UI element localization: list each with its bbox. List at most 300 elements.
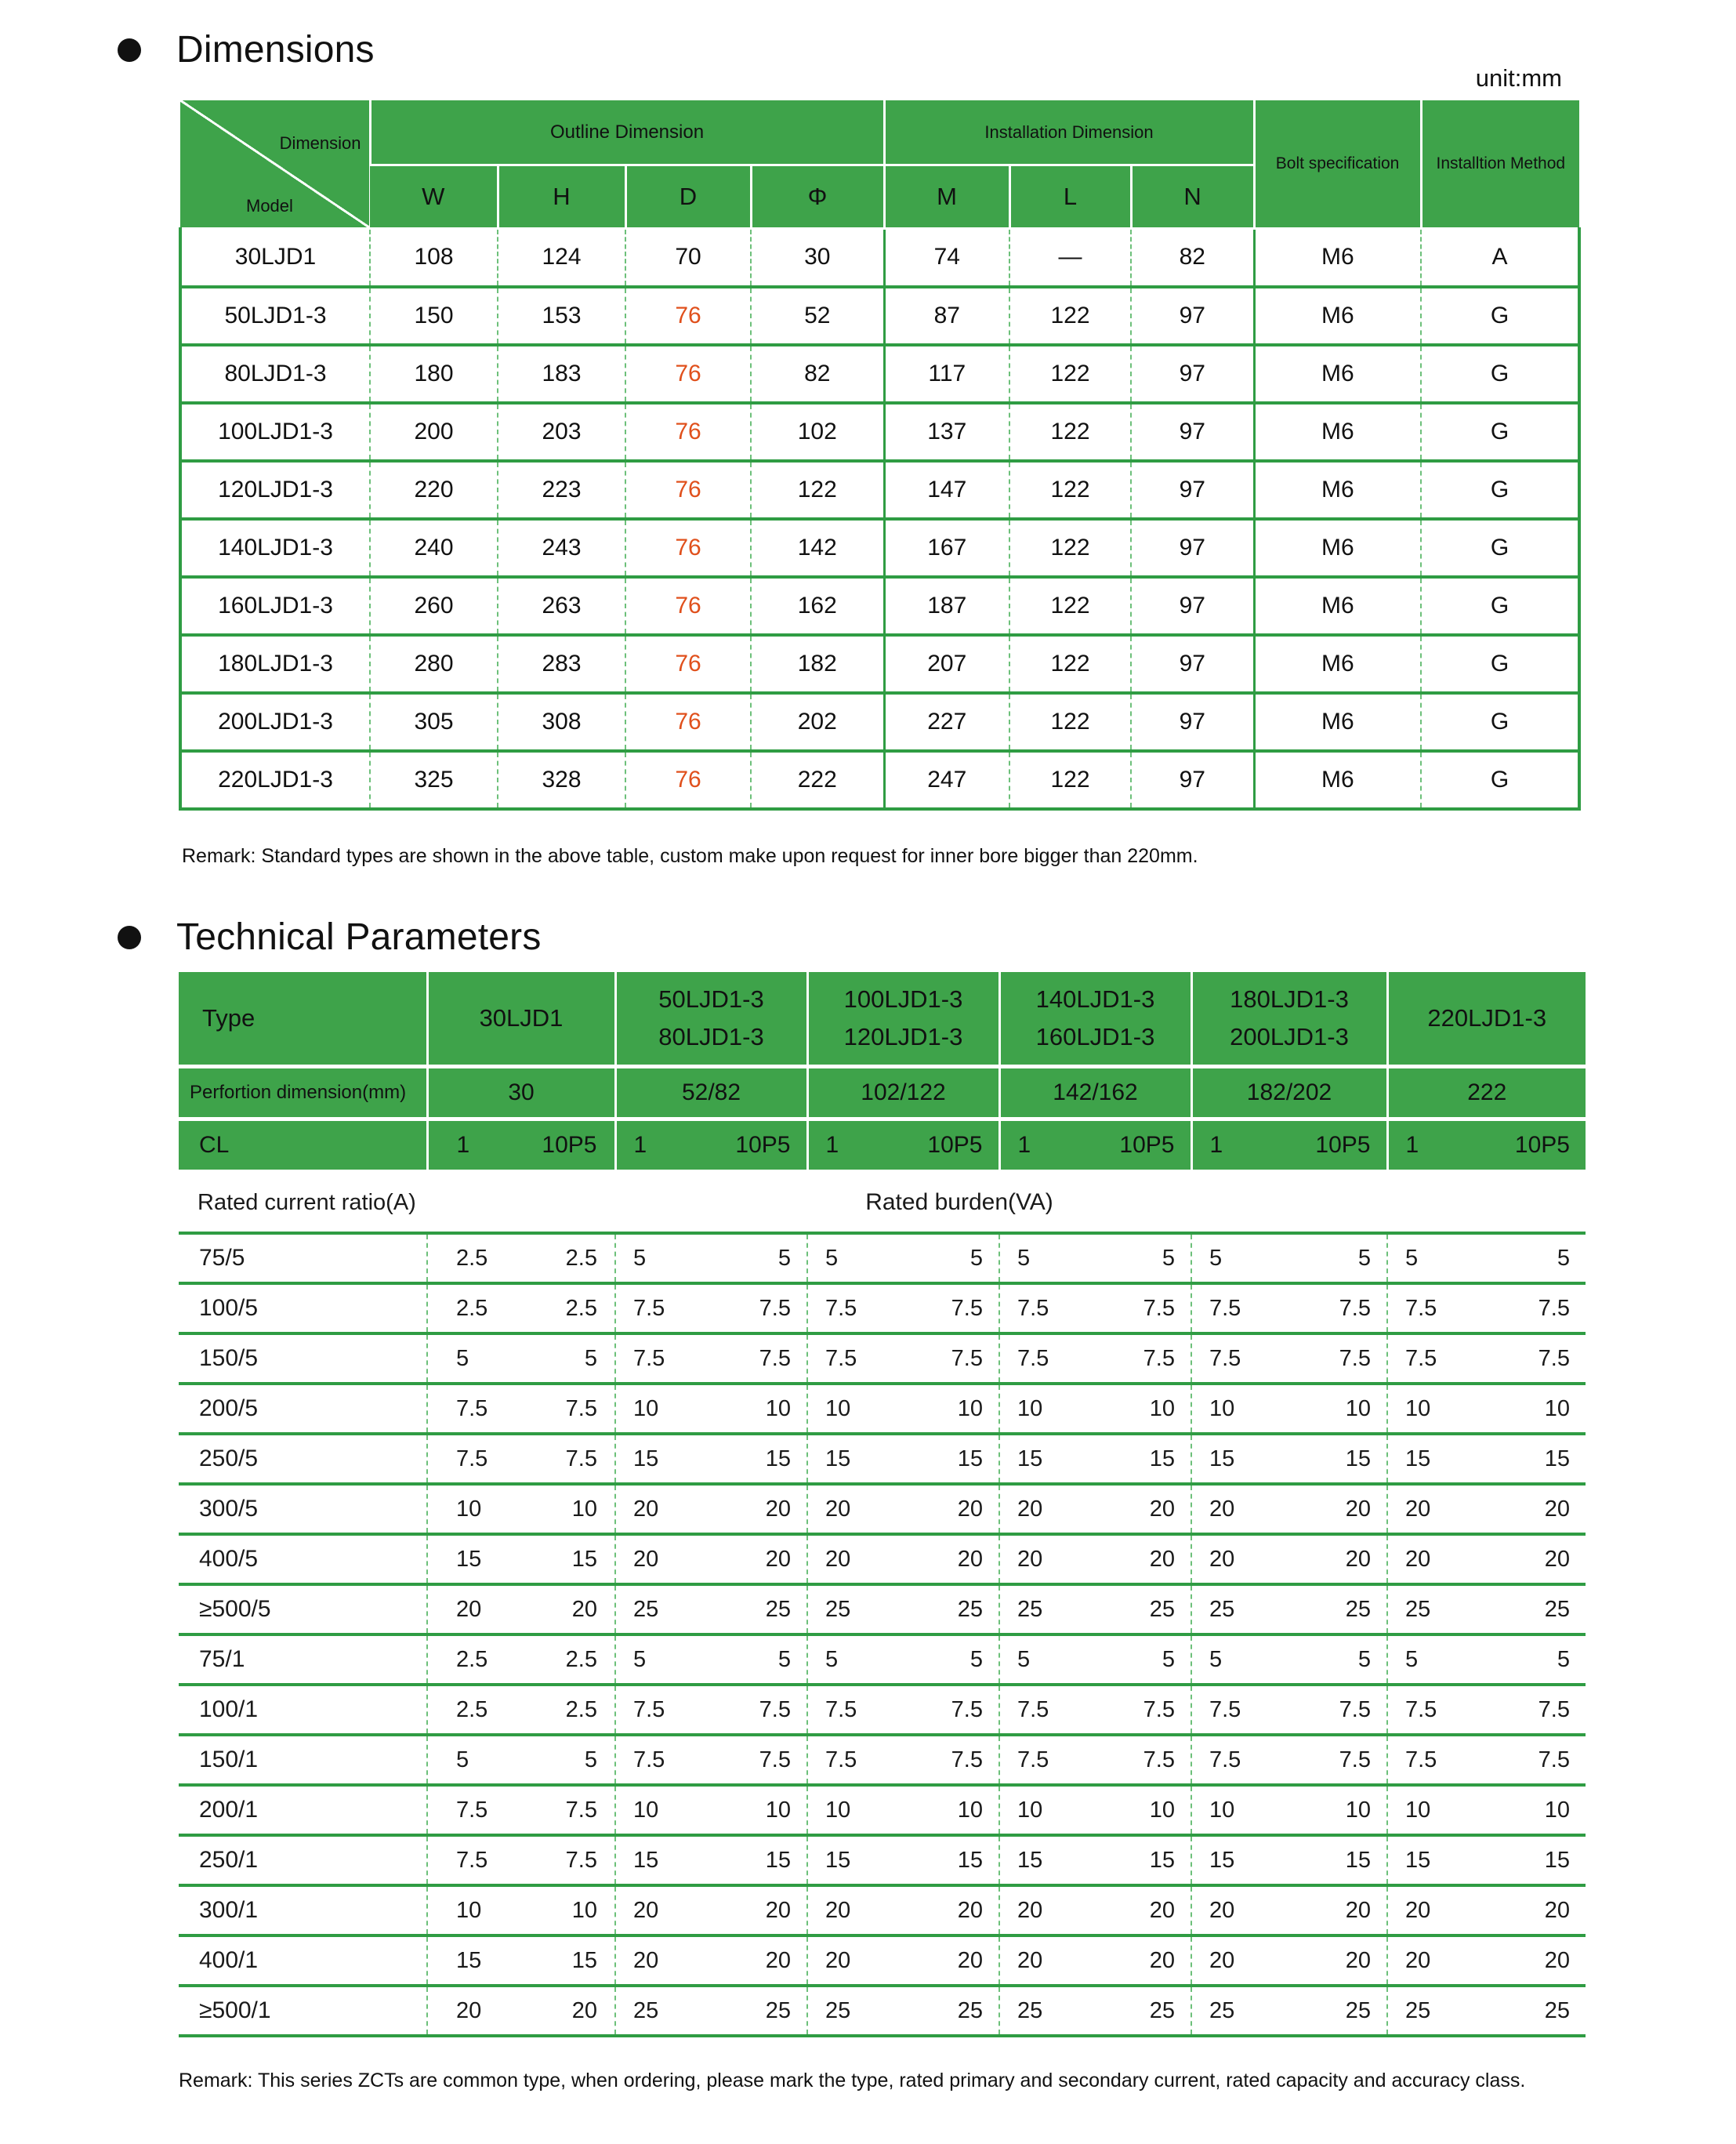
- burden-cell: [1387, 1935, 1586, 1986]
- burden-value-class1: 5: [456, 1747, 469, 1772]
- burden-value-class1: 20: [633, 1546, 659, 1572]
- burden-pair: [428, 1647, 614, 1673]
- burden-pair: [1000, 1547, 1191, 1573]
- burden-value-class1: 20: [1017, 1496, 1043, 1522]
- dim-phi-cell: 222: [751, 751, 884, 809]
- burden-cell: [615, 1885, 807, 1935]
- dim-phi-cell: 122: [751, 461, 884, 519]
- dim-bolt-cell: M6: [1254, 635, 1421, 693]
- burden-value-class1: 25: [1017, 1997, 1043, 2023]
- dimension-row: [180, 287, 1579, 345]
- rated-header-row: [179, 1172, 1586, 1234]
- burden-value-10p5: 5: [1162, 1245, 1175, 1271]
- burden-pair: [808, 1296, 998, 1322]
- burden-value-class1: 25: [1405, 1596, 1431, 1622]
- burden-pair: [1388, 1496, 1586, 1522]
- burden-value-class1: 7.5: [1017, 1295, 1049, 1321]
- rated-burden-row: [179, 1434, 1586, 1484]
- outline-dimension-header: Outline Dimension: [370, 100, 884, 165]
- burden-pair: [616, 1346, 806, 1372]
- burden-cell: [1387, 1233, 1586, 1283]
- col-m-header: M: [884, 165, 1009, 229]
- burden-value-10p5: 20: [765, 1947, 791, 1973]
- burden-cell: [807, 1935, 999, 1986]
- burden-cell: [807, 1484, 999, 1534]
- burden-value-class1: 20: [825, 1897, 851, 1923]
- burden-cell: [807, 1986, 999, 2036]
- burden-cell: [1191, 1685, 1387, 1735]
- burden-pair: [808, 1597, 998, 1623]
- burden-pair: [1192, 1496, 1386, 1522]
- dimension-row: [180, 577, 1579, 635]
- burden-pair: [616, 1798, 806, 1823]
- burden-cell: [999, 1735, 1191, 1785]
- burden-value-class1: 20: [825, 1546, 851, 1572]
- burden-pair: [1388, 1998, 1586, 2024]
- burden-value-class1: 20: [1209, 1496, 1235, 1522]
- dim-l-cell: —: [1009, 229, 1131, 287]
- burden-pair: [428, 1697, 614, 1723]
- burden-pair: [1000, 1798, 1191, 1823]
- cl-pair: [429, 1132, 614, 1159]
- burden-value-10p5: 15: [765, 1847, 791, 1873]
- burden-cell: [427, 1484, 615, 1534]
- dim-w-cell: 180: [370, 345, 498, 403]
- burden-value-10p5: 20: [571, 1596, 597, 1622]
- dim-phi-cell: 142: [751, 519, 884, 577]
- burden-value-class1: 5: [1405, 1245, 1419, 1271]
- burden-value-10p5: 5: [584, 1747, 597, 1772]
- burden-value-class1: 15: [1017, 1446, 1043, 1471]
- burden-value-class1: 7.5: [825, 1696, 857, 1722]
- burden-pair: [428, 1597, 614, 1623]
- dim-bolt-cell: M6: [1254, 751, 1421, 809]
- burden-value-10p5: 7.5: [1143, 1747, 1175, 1772]
- burden-value-10p5: 10: [765, 1395, 791, 1421]
- burden-value-class1: 10: [1405, 1395, 1431, 1421]
- perforation-cell: 142/162: [999, 1067, 1191, 1119]
- rated-burden-row: [179, 1735, 1586, 1785]
- burden-value-class1: 15: [1209, 1847, 1235, 1873]
- installation-method-header: Installtion Method: [1421, 100, 1579, 229]
- burden-pair: [808, 1346, 998, 1372]
- burden-value-class1: 10: [456, 1897, 482, 1923]
- burden-value-class1: 7.5: [456, 1847, 488, 1873]
- rated-burden-row: [179, 1283, 1586, 1333]
- burden-value-10p5: 5: [1357, 1245, 1371, 1271]
- rated-burden-row: [179, 1584, 1586, 1634]
- burden-value-10p5: 15: [957, 1847, 983, 1873]
- dim-w-cell: 260: [370, 577, 498, 635]
- burden-pair: [1388, 1898, 1586, 1924]
- burden-cell: [615, 1735, 807, 1785]
- burden-cell: [1387, 1333, 1586, 1384]
- burden-pair: [428, 1547, 614, 1573]
- current-ratio-cell: 75/5: [179, 1233, 427, 1283]
- cl-pair: [1001, 1132, 1191, 1159]
- burden-value-class1: 20: [1405, 1496, 1431, 1522]
- burden-value-10p5: 15: [1345, 1446, 1371, 1471]
- burden-cell: [999, 1885, 1191, 1935]
- col-h-header: H: [498, 165, 625, 229]
- dimensions-title: Dimensions: [176, 29, 375, 71]
- dim-d-cell: 76: [625, 403, 751, 461]
- burden-value-10p5: 2.5: [565, 1646, 597, 1672]
- burden-pair: [1192, 1948, 1386, 1974]
- burden-value-class1: 20: [1017, 1897, 1043, 1923]
- burden-pair: [616, 1697, 806, 1723]
- current-ratio-cell: 75/1: [179, 1634, 427, 1685]
- dim-bolt-cell: M6: [1254, 693, 1421, 751]
- burden-pair: [428, 1246, 614, 1272]
- burden-pair: [1192, 1647, 1386, 1673]
- burden-cell: [427, 1935, 615, 1986]
- burden-value-10p5: 15: [1345, 1847, 1371, 1873]
- burden-cell: [615, 1986, 807, 2036]
- burden-value-10p5: 25: [1149, 1596, 1175, 1622]
- burden-value-class1: 20: [633, 1897, 659, 1923]
- burden-value-class1: 10: [1017, 1797, 1043, 1823]
- burden-value-10p5: 20: [957, 1496, 983, 1522]
- burden-pair: [428, 1898, 614, 1924]
- burden-pair: [1192, 1446, 1386, 1472]
- type-name-line2: 160LJD1-3: [1035, 1023, 1155, 1050]
- dim-m-cell: 74: [884, 229, 1009, 287]
- burden-value-10p5: 7.5: [759, 1696, 791, 1722]
- burden-cell: [1387, 1283, 1586, 1333]
- burden-value-class1: 20: [1405, 1546, 1431, 1572]
- bullet-icon: [118, 926, 141, 949]
- rated-burden-row: [179, 1484, 1586, 1534]
- dim-m-cell: 227: [884, 693, 1009, 751]
- cl-class-1: 1: [825, 1132, 839, 1158]
- burden-pair: [808, 1898, 998, 1924]
- burden-value-class1: 20: [1017, 1546, 1043, 1572]
- burden-value-10p5: 7.5: [759, 1345, 791, 1371]
- unit-label: unit:mm: [1475, 64, 1562, 92]
- dim-method-cell: G: [1421, 751, 1579, 809]
- burden-value-class1: 5: [825, 1646, 839, 1672]
- burden-cell: [1387, 1434, 1586, 1484]
- burden-value-10p5: 10: [571, 1897, 597, 1923]
- burden-value-class1: 25: [825, 1596, 851, 1622]
- burden-pair: [616, 1948, 806, 1974]
- cl-cell: [1191, 1119, 1387, 1172]
- burden-pair: [808, 1998, 998, 2024]
- cl-label: CL: [179, 1119, 427, 1172]
- model-cell: 140LJD1-3: [180, 519, 370, 577]
- cl-row: [179, 1119, 1586, 1172]
- burden-value-10p5: 2.5: [565, 1696, 597, 1722]
- dim-n-cell: 97: [1131, 693, 1254, 751]
- burden-value-class1: 10: [456, 1496, 482, 1522]
- dimension-row: [180, 345, 1579, 403]
- burden-value-class1: 7.5: [1209, 1747, 1241, 1772]
- burden-value-10p5: 2.5: [565, 1245, 597, 1271]
- burden-value-class1: 10: [1209, 1797, 1235, 1823]
- burden-value-class1: 15: [825, 1847, 851, 1873]
- burden-value-10p5: 25: [1544, 1997, 1570, 2023]
- dim-bolt-cell: M6: [1254, 287, 1421, 345]
- burden-value-10p5: 20: [1544, 1496, 1570, 1522]
- burden-pair: [616, 1446, 806, 1472]
- burden-pair: [1388, 1396, 1586, 1422]
- burden-value-10p5: 7.5: [1143, 1345, 1175, 1371]
- burden-pair: [808, 1848, 998, 1874]
- burden-cell: [807, 1584, 999, 1634]
- current-ratio-cell: 100/5: [179, 1283, 427, 1333]
- dim-d-cell: 76: [625, 577, 751, 635]
- col-l-header: L: [1009, 165, 1131, 229]
- dim-n-cell: 82: [1131, 229, 1254, 287]
- rated-burden-row: [179, 1384, 1586, 1434]
- cl-class-1: 1: [1017, 1132, 1031, 1158]
- dim-n-cell: 97: [1131, 287, 1254, 345]
- burden-pair: [1388, 1848, 1586, 1874]
- burden-cell: [427, 1986, 615, 2036]
- cl-class-1: 1: [1405, 1132, 1419, 1158]
- burden-value-class1: 10: [633, 1797, 659, 1823]
- burden-value-class1: 25: [1209, 1997, 1235, 2023]
- burden-pair: [1000, 1396, 1191, 1422]
- dimension-row: [180, 403, 1579, 461]
- burden-value-class1: 25: [633, 1997, 659, 2023]
- burden-value-10p5: 10: [1345, 1395, 1371, 1421]
- burden-pair: [1192, 1848, 1386, 1874]
- burden-pair: [428, 1998, 614, 2024]
- dim-phi-cell: 52: [751, 287, 884, 345]
- perforation-cell: 30: [427, 1067, 615, 1119]
- dim-method-cell: G: [1421, 461, 1579, 519]
- burden-value-10p5: 20: [765, 1546, 791, 1572]
- burden-cell: [1191, 1634, 1387, 1685]
- burden-cell: [807, 1685, 999, 1735]
- technical-title: Technical Parameters: [176, 916, 542, 958]
- burden-cell: [427, 1584, 615, 1634]
- rated-burden-row: [179, 1634, 1586, 1685]
- corner-model-label: Model: [246, 196, 293, 216]
- dim-m-cell: 167: [884, 519, 1009, 577]
- dim-n-cell: 97: [1131, 635, 1254, 693]
- burden-value-10p5: 7.5: [951, 1696, 983, 1722]
- burden-cell: [427, 1634, 615, 1685]
- burden-cell: [999, 1785, 1191, 1835]
- burden-pair: [428, 1346, 614, 1372]
- burden-value-class1: 20: [633, 1947, 659, 1973]
- burden-pair: [1192, 1396, 1386, 1422]
- current-ratio-cell: 100/1: [179, 1685, 427, 1735]
- burden-pair: [616, 1296, 806, 1322]
- dim-n-cell: 97: [1131, 461, 1254, 519]
- dim-l-cell: 122: [1009, 577, 1131, 635]
- type-cell: [999, 972, 1191, 1067]
- burden-value-class1: 7.5: [1209, 1295, 1241, 1321]
- burden-value-class1: 7.5: [1209, 1345, 1241, 1371]
- burden-value-10p5: 7.5: [1339, 1295, 1371, 1321]
- burden-value-class1: 20: [1209, 1546, 1235, 1572]
- cl-cell: [427, 1119, 615, 1172]
- current-ratio-cell: 400/5: [179, 1534, 427, 1584]
- burden-value-10p5: 7.5: [759, 1747, 791, 1772]
- dim-l-cell: 122: [1009, 635, 1131, 693]
- burden-value-10p5: 7.5: [1339, 1696, 1371, 1722]
- burden-pair: [616, 1246, 806, 1272]
- burden-pair: [428, 1296, 614, 1322]
- type-name-line2: 200LJD1-3: [1230, 1023, 1349, 1050]
- burden-cell: [807, 1233, 999, 1283]
- burden-value-class1: 20: [1209, 1947, 1235, 1973]
- burden-cell: [999, 1484, 1191, 1534]
- burden-cell: [427, 1835, 615, 1885]
- burden-cell: [1191, 1233, 1387, 1283]
- burden-cell: [1387, 1634, 1586, 1685]
- dim-w-cell: 108: [370, 229, 498, 287]
- burden-pair: [428, 1948, 614, 1974]
- rated-burden-row: [179, 1785, 1586, 1835]
- cl-class-10p5: 10P5: [735, 1132, 791, 1158]
- burden-value-class1: 7.5: [1405, 1295, 1437, 1321]
- burden-pair: [808, 1246, 998, 1272]
- burden-value-10p5: 25: [957, 1596, 983, 1622]
- current-ratio-cell: 300/1: [179, 1885, 427, 1935]
- burden-cell: [427, 1534, 615, 1584]
- perforation-cell: 182/202: [1191, 1067, 1387, 1119]
- rated-burden-row: [179, 1935, 1586, 1986]
- burden-pair: [808, 1547, 998, 1573]
- burden-cell: [807, 1384, 999, 1434]
- burden-value-10p5: 7.5: [951, 1747, 983, 1772]
- rated-burden-row: [179, 1835, 1586, 1885]
- burden-value-class1: 10: [633, 1395, 659, 1421]
- burden-pair: [1388, 1747, 1586, 1773]
- cl-class-10p5: 10P5: [1119, 1132, 1175, 1158]
- rated-burden-row: [179, 1986, 1586, 2036]
- burden-pair: [1192, 1697, 1386, 1723]
- col-n-header: N: [1131, 165, 1254, 229]
- burden-pair: [1000, 1898, 1191, 1924]
- burden-value-10p5: 7.5: [1339, 1747, 1371, 1772]
- cl-class-1: 1: [456, 1132, 470, 1158]
- burden-pair: [1388, 1597, 1586, 1623]
- dim-l-cell: 122: [1009, 345, 1131, 403]
- burden-value-class1: 7.5: [825, 1345, 857, 1371]
- type-cell: [427, 972, 615, 1067]
- burden-cell: [1387, 1735, 1586, 1785]
- burden-cell: [999, 1333, 1191, 1384]
- dim-w-cell: 240: [370, 519, 498, 577]
- burden-value-10p5: 20: [1149, 1496, 1175, 1522]
- dimension-row: [180, 635, 1579, 693]
- burden-value-class1: 5: [1405, 1646, 1419, 1672]
- burden-value-class1: 2.5: [456, 1245, 488, 1271]
- burden-cell: [427, 1233, 615, 1283]
- burden-value-class1: 20: [1209, 1897, 1235, 1923]
- dim-phi-cell: 162: [751, 577, 884, 635]
- burden-pair: [616, 1547, 806, 1573]
- burden-cell: [1191, 1584, 1387, 1634]
- burden-cell: [1191, 1333, 1387, 1384]
- burden-value-10p5: 5: [1357, 1646, 1371, 1672]
- burden-value-class1: 15: [456, 1546, 482, 1572]
- dim-h-cell: 263: [498, 577, 625, 635]
- dimensions-heading: [118, 28, 375, 71]
- burden-pair: [616, 1848, 806, 1874]
- burden-value-10p5: 20: [1345, 1546, 1371, 1572]
- burden-pair: [1000, 1496, 1191, 1522]
- burden-pair: [1000, 1697, 1191, 1723]
- burden-cell: [615, 1434, 807, 1484]
- burden-pair: [1388, 1246, 1586, 1272]
- burden-value-10p5: 5: [969, 1646, 983, 1672]
- burden-pair: [616, 1998, 806, 2024]
- dim-bolt-cell: M6: [1254, 519, 1421, 577]
- rated-burden-row: [179, 1685, 1586, 1735]
- burden-value-10p5: 15: [571, 1947, 597, 1973]
- rated-burden-row: [179, 1885, 1586, 1935]
- dim-phi-cell: 82: [751, 345, 884, 403]
- burden-cell: [427, 1283, 615, 1333]
- burden-value-10p5: 15: [571, 1546, 597, 1572]
- burden-pair: [808, 1647, 998, 1673]
- current-ratio-cell: 300/5: [179, 1484, 427, 1534]
- col-phi-header: Φ: [751, 165, 884, 229]
- burden-value-10p5: 7.5: [1538, 1345, 1570, 1371]
- burden-value-class1: 25: [633, 1596, 659, 1622]
- burden-pair: [808, 1747, 998, 1773]
- burden-value-class1: 10: [825, 1395, 851, 1421]
- technical-parameters-table: [179, 972, 1586, 2037]
- dim-n-cell: 97: [1131, 403, 1254, 461]
- burden-value-10p5: 15: [1149, 1847, 1175, 1873]
- burden-pair: [808, 1697, 998, 1723]
- burden-value-10p5: 20: [1544, 1947, 1570, 1973]
- burden-cell: [1387, 1785, 1586, 1835]
- type-cell: [1387, 972, 1586, 1067]
- burden-cell: [615, 1384, 807, 1434]
- burden-cell: [1191, 1384, 1387, 1434]
- type-cell: [1191, 972, 1387, 1067]
- burden-value-10p5: 25: [1345, 1596, 1371, 1622]
- cl-pair: [809, 1132, 998, 1159]
- dim-w-cell: 305: [370, 693, 498, 751]
- cl-class-1: 1: [633, 1132, 647, 1158]
- model-cell: 220LJD1-3: [180, 751, 370, 809]
- burden-value-10p5: 15: [1149, 1446, 1175, 1471]
- burden-pair: [1192, 1346, 1386, 1372]
- burden-value-class1: 5: [1017, 1245, 1031, 1271]
- cl-pair: [1193, 1132, 1386, 1159]
- burden-value-10p5: 7.5: [951, 1345, 983, 1371]
- burden-value-10p5: 25: [1345, 1997, 1371, 2023]
- perforation-cell: 222: [1387, 1067, 1586, 1119]
- burden-cell: [999, 1685, 1191, 1735]
- corner-header-cell: [180, 100, 370, 229]
- burden-value-class1: 25: [1017, 1596, 1043, 1622]
- dim-h-cell: 308: [498, 693, 625, 751]
- burden-value-class1: 7.5: [1209, 1696, 1241, 1722]
- burden-cell: [999, 1835, 1191, 1885]
- dim-n-cell: 97: [1131, 345, 1254, 403]
- dim-phi-cell: 102: [751, 403, 884, 461]
- burden-cell: [999, 1434, 1191, 1484]
- burden-value-class1: 7.5: [633, 1345, 665, 1371]
- burden-pair: [428, 1496, 614, 1522]
- burden-value-class1: 5: [633, 1646, 647, 1672]
- burden-cell: [1387, 1986, 1586, 2036]
- dim-l-cell: 122: [1009, 403, 1131, 461]
- current-ratio-cell: ≥500/5: [179, 1584, 427, 1634]
- burden-cell: [615, 1333, 807, 1384]
